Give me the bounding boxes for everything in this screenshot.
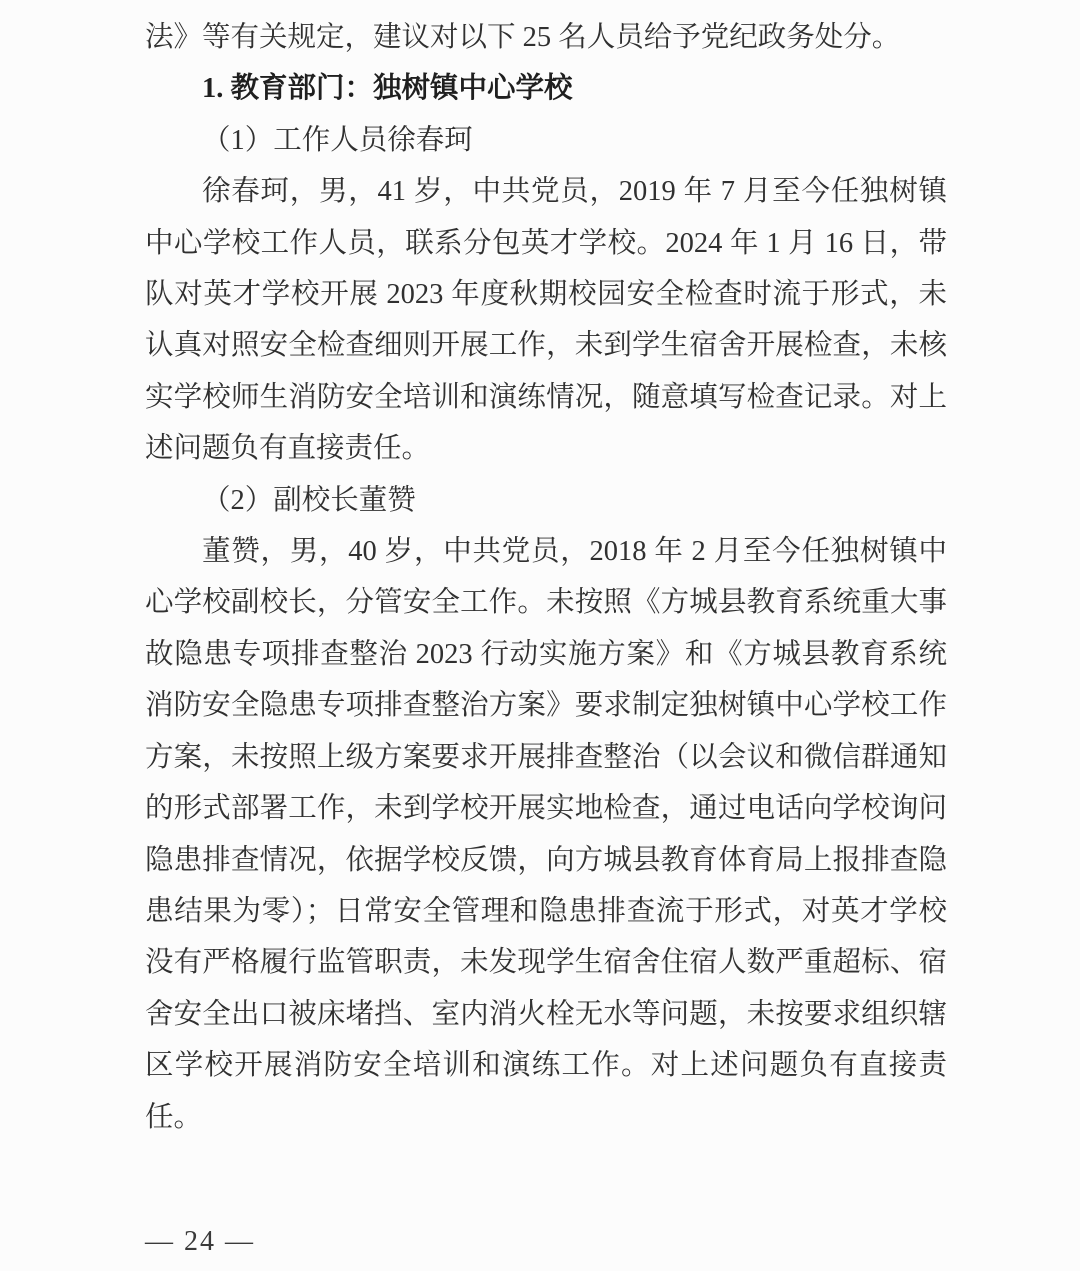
text-block	[145, 12, 947, 1143]
item-heading-2-dong-zan: （2）副校长董赞	[202, 484, 416, 516]
paragraph-continuation: 法》等有关规定，建议对以下 25 名人员给予党纪政务处分。	[145, 22, 901, 53]
paragraph-dong-zan-details: 董赞，男，40 岁，中共党员，2018 年 2 月至今任独树镇中心学校副校长，分管安全工作。未按照《方城县教育系统重大事故隐患专项排查整治 2023 行动实施方案》和《方城县教育系统消防安全隐患专项排查整治方案》要求制定独树镇中心学校工作方案，未按照上级方案要求开展排查整治（以会议和微信群通知的形式部署工作，未到学校开展实地检查，通过电话向学校询问隐患排查情况，依据学校反馈，向方城县教育体育局上报排查隐患结果为零）；日常安全管理和隐患排查流于形式，对英才学校没有严格履行监管职责，未发现学生宿舍住宿人数严重超标、宿舍安全出口被床堵挡、室内消火栓无水等问题，未按要求组织辖区学校开展消防安全培训和演练工作。对上述问题负有直接责任。	[145, 536, 947, 1133]
paragraph-xu-chunke-details: 徐春珂，男，41 岁，中共党员，2019 年 7 月至今任独树镇中心学校工作人员，联系分包英才学校。2024 年 1 月 16 日，带队对英才学校开展 2023 年度秋期校园安全检查时流于形式，未认真对照安全检查细则开展工作，未到学生宿舍开展检查，未核实学校师生消防安全培训和演练情况，随意填写检查记录。对上述问题负有直接责任。	[145, 176, 947, 465]
page-number: — 24 —	[145, 1226, 255, 1257]
item-heading-1-xu-chunke: （1）工作人员徐春珂	[202, 124, 473, 156]
section-heading-education-department: 1. 教育部门：独树镇中心学校	[202, 73, 573, 105]
